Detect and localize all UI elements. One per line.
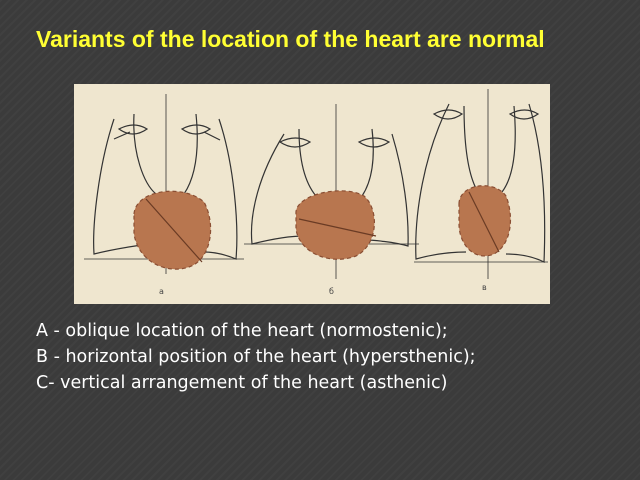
panel-b-label: б: [329, 287, 334, 296]
panel-c-label: в: [482, 283, 487, 292]
caption-c: C- vertical arrangement of the heart (asthenic): [36, 373, 448, 393]
heart-position-diagram: [74, 84, 550, 304]
panel-b-horizontal: [244, 104, 419, 296]
slide-title: Variants of the location of the heart are normal: [36, 26, 545, 52]
panel-c-vertical: [414, 89, 548, 292]
caption-list: [36, 318, 636, 396]
panel-b-heart: [296, 191, 374, 259]
caption-a: A - oblique location of the heart (normostenic);: [36, 321, 448, 341]
panel-a-oblique: [84, 94, 244, 296]
panel-a-heart: [134, 191, 211, 269]
caption-b: B - horizontal position of the heart (hypersthenic);: [36, 347, 476, 367]
panel-c-heart: [459, 186, 510, 256]
panel-a-label: а: [159, 287, 164, 296]
